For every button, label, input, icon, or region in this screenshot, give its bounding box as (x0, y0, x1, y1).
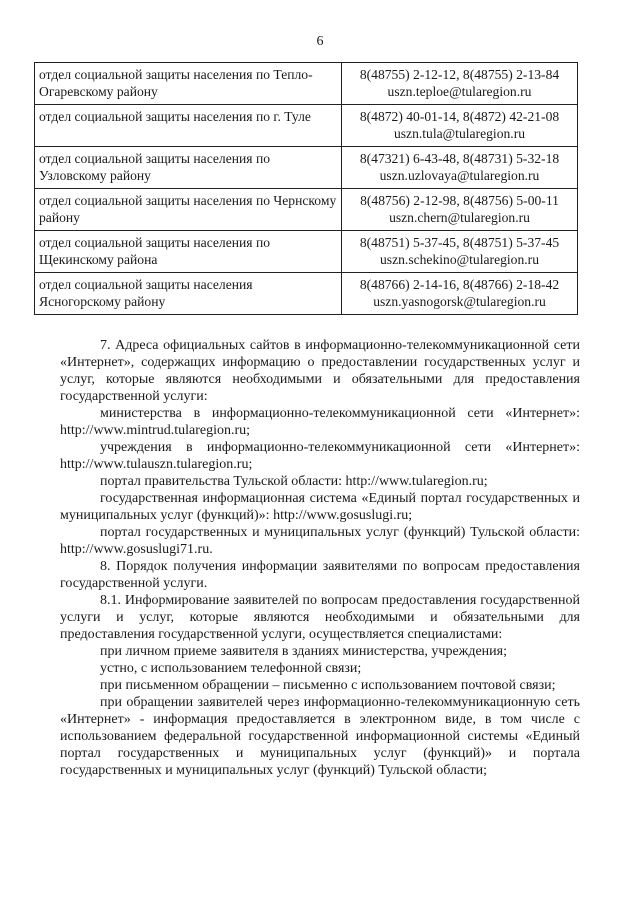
contact-cell (342, 273, 578, 315)
contact-cell (342, 63, 578, 105)
document-body (60, 337, 580, 779)
email-address: uszn.yasnogorsk@tularegion.ru (373, 294, 546, 309)
telephone-item: устно, с использованием телефонной связи; (100, 661, 362, 676)
table-row (35, 147, 578, 189)
department-cell: отдел социальной защиты населения по Тепло-Огаревскому району (35, 63, 342, 105)
email-address: uszn.teploe@tularegion.ru (387, 84, 532, 99)
phone-numbers: 8(48756) 2-12-98, 8(48756) 5-00-11 (360, 193, 559, 208)
phone-numbers: 8(48755) 2-12-12, 8(48755) 2-13-84 (359, 67, 560, 82)
phone-numbers: 8(47321) 6-43-48, 8(48731) 5-32-18 (359, 151, 560, 166)
email-address: uszn.chern@tularegion.ru (389, 210, 530, 225)
email-address: uszn.uzlovaya@tularegion.ru (379, 168, 540, 183)
contact-cell (342, 231, 578, 273)
government-portal: портал правительства Тульской области: http://www.tularegion.ru; (100, 474, 488, 489)
contact-cell (342, 105, 578, 147)
paragraph-8-1: 8.1. Информирование заявителей по вопросам предоставления государственной услуги и услуг, которые являются необходимыми и обязательными для предоставления государственной услуги, осуществляется специалистами: (60, 593, 580, 642)
department-cell: отдел социальной защиты населения по г. Туле (35, 105, 342, 147)
table-row (35, 105, 578, 147)
table-row (35, 273, 578, 315)
email-address: uszn.tula@tularegion.ru (393, 126, 526, 141)
paragraph-8-heading: 8. Порядок получения информации заявителями по вопросам предоставления государственной услуги. (60, 559, 580, 591)
internet-request-item: при обращении заявителей через информационно-телекоммуникационную сеть «Интернет» - информация предоставляется в электронном виде, в том числе с использованием федеральной государственной информационной системы «Единый портал государственных и муниципальных услуг (функций)» и портала государственных и муниципальных услуг (функций) Тульской области; (60, 695, 580, 778)
gosuslugi-portal: государственная информационная система «Единый портал государственных и муниципальных услуг (функций)»: http://www.gosuslugi.ru; (60, 491, 580, 523)
written-request-item: при письменном обращении – письменно с использованием почтовой связи; (100, 678, 556, 693)
personal-reception-item: при личном приеме заявителя в зданиях министерства, учреждения; (100, 644, 507, 659)
contacts-table (34, 62, 578, 315)
department-cell: отдел социальной защиты населения по Узловскому району (35, 147, 342, 189)
phone-numbers: 8(48766) 2-14-16, 8(48766) 2-18-42 (359, 277, 560, 292)
department-cell: отдел социальной защиты населения по Щекинскому района (35, 231, 342, 273)
institution-website: учреждения в информационно-телекоммуникационной сети «Интернет»: http://www.tulauszn.tularegion.ru; (60, 440, 580, 472)
department-cell: отдел социальной защиты населения по Чернскому району (35, 189, 342, 231)
ministry-website: министерства в информационно-телекоммуникационной сети «Интернет»: http://www.mintrud.tularegion.ru; (60, 406, 580, 438)
table-row (35, 231, 578, 273)
page-number: 6 (316, 34, 324, 49)
contact-cell (342, 189, 578, 231)
email-address: uszn.schekino@tularegion.ru (380, 252, 539, 267)
regional-services-portal: портал государственных и муниципальных услуг (функций) Тульской области: http://www.gosuslugi71.ru. (60, 525, 580, 557)
table-row (35, 189, 578, 231)
phone-numbers: 8(4872) 40-01-14, 8(4872) 42-21-08 (359, 109, 560, 124)
table-row (35, 63, 578, 105)
phone-numbers: 8(48751) 5-37-45, 8(48751) 5-37-45 (359, 235, 560, 250)
contact-cell (342, 147, 578, 189)
department-cell: отдел социальной защиты населения Ясногорскому району (35, 273, 342, 315)
paragraph-7-websites: 7. Адреса официальных сайтов в информационно-телекоммуникационной сети «Интернет», содержащих информацию о предоставлении государственных услуг и услуг, которые являются необходимыми и обязательными для предоставления государственной услуги: (60, 338, 580, 404)
